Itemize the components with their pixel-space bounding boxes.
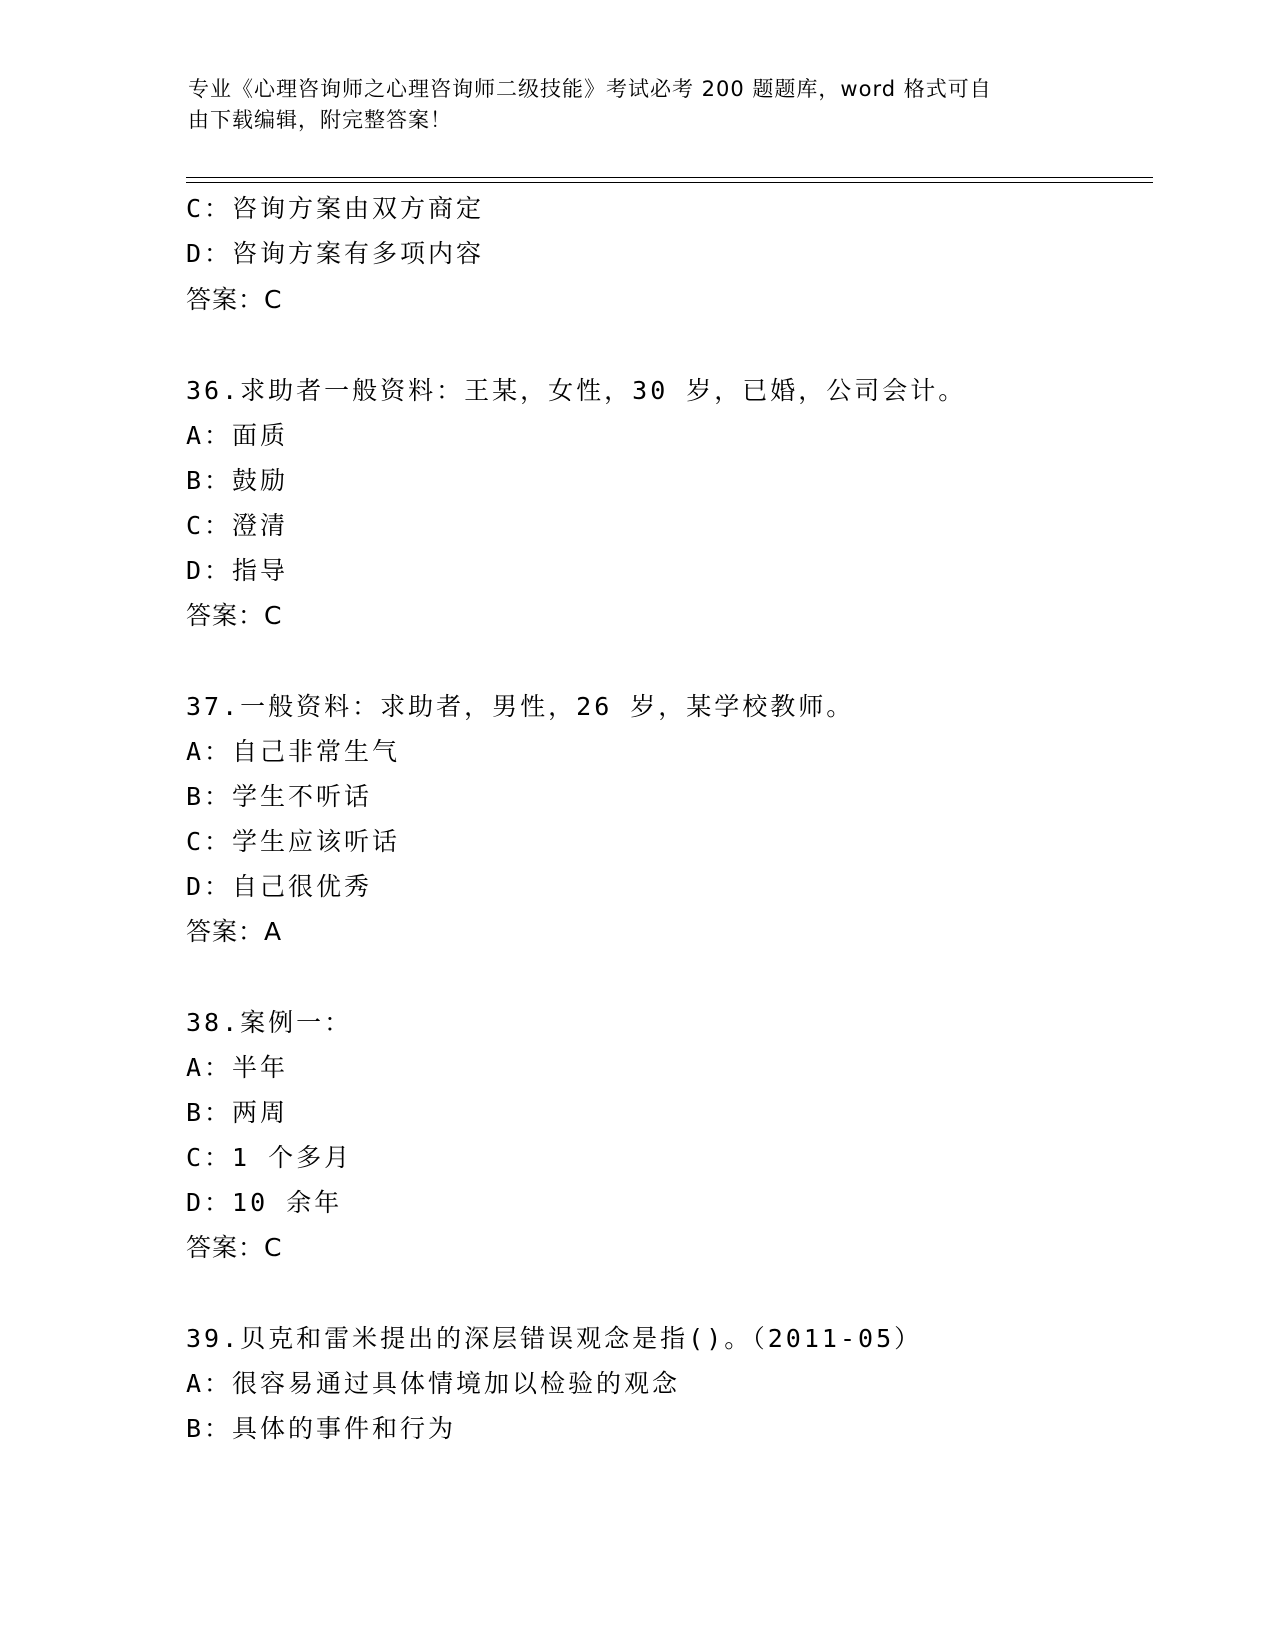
option-c: C：澄清 (186, 511, 289, 540)
header-divider-top (186, 177, 1153, 178)
option-c: C：学生应该听话 (186, 827, 401, 856)
option-a: A：自己非常生气 (186, 737, 401, 766)
option-d: D：自己很优秀 (186, 872, 373, 901)
answer: 答案：C (186, 601, 283, 630)
question-39: 39.贝克和雷米提出的深层错误观念是指()。（2011-05） (186, 1324, 923, 1353)
option-d: D：10 余年 (186, 1188, 343, 1217)
question-36: 36.求助者一般资料：王某，女性，30 岁，已婚，公司会计。 (186, 376, 967, 405)
option-b: B：学生不听话 (186, 782, 373, 811)
option-a: A：面质 (186, 421, 289, 450)
answer: 答案：A (186, 917, 283, 946)
header-divider-bottom (186, 182, 1153, 183)
option-d: D：咨询方案有多项内容 (186, 239, 485, 268)
document-header (188, 74, 1068, 136)
option-c: C：1 个多月 (186, 1143, 353, 1172)
header-line-2: 由下载编辑，附完整答案！ (188, 108, 452, 132)
answer: 答案：C (186, 285, 283, 314)
question-38: 38.案例一： (186, 1008, 353, 1037)
option-c: C：咨询方案由双方商定 (186, 194, 485, 223)
header-line-1: 专业《心理咨询师之心理咨询师二级技能》考试必考 200 题题库，word 格式可自 (188, 77, 992, 101)
option-b: B：鼓励 (186, 466, 289, 495)
option-a: A：很容易通过具体情境加以检验的观念 (186, 1369, 681, 1398)
question-37: 37.一般资料：求助者，男性，26 岁，某学校教师。 (186, 692, 855, 721)
option-a: A：半年 (186, 1053, 289, 1082)
option-b: B：具体的事件和行为 (186, 1414, 457, 1443)
answer: 答案：C (186, 1233, 283, 1262)
option-d: D：指导 (186, 556, 289, 585)
option-b: B：两周 (186, 1098, 289, 1127)
